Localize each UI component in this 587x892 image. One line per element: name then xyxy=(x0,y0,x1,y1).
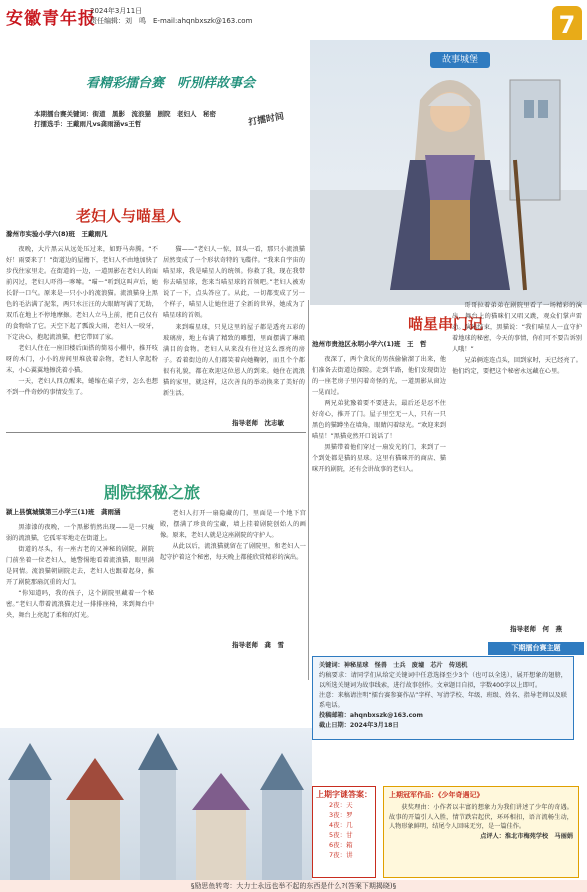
story3-byline: 颍上县慎城镇第三小学三(1)班 龚雨涵 xyxy=(6,508,121,516)
answer-item: 3夜：罗 xyxy=(329,811,353,819)
story1-signature: 指导老师 沈志敏 xyxy=(232,419,284,427)
village-svg xyxy=(0,728,312,880)
masthead-logo: 安徽青年报 xyxy=(6,9,96,29)
page-number: 7 xyxy=(552,6,582,44)
cat-illustration xyxy=(232,290,302,320)
recommend-box xyxy=(383,786,579,878)
answer-item: 7夜：讲 xyxy=(329,851,353,859)
column-keywords xyxy=(34,109,264,129)
story3-paragraph: 从此以后，流浪猫就留在了剧院里，和老妇人一起守护着这个秘密，每天晚上都能欣赏精彩的演出。 xyxy=(160,543,306,561)
story1-continued-text: 猫——”老妇人一惊，回头一看，那只小流浪猫居然变成了一个形状奇特的飞碟伴。“我来自宇宙的喵星球，我是喵星人的统领。你救了我，现在我带你去喵星球，您来当喵星球的首领吧。”老妇人被劝说了一下，点头答应了。从此，一切都变成了另一个样子，喵星人让她住进了全新的世界，她成为了喵星球的首领。 xyxy=(163,246,305,319)
answer-item: 4夜：几 xyxy=(329,821,353,829)
story2-body-right xyxy=(452,300,582,620)
story2-paragraph: 黑猫带着他们穿过一扇发光的门，来到了一个到处都是猫的星球。这里有猫咪开的商店、猫咪开的剧院，还有会讲故事的老妇人。 xyxy=(312,444,446,473)
story2-paragraph: 夜深了，两个贪玩的男孩偷偷溜了出来，他们准备去街道边探险。走到半路，他们发现街边的一座老房子里闪着奇怪的光，一道黑影从窗边一晃而过。 xyxy=(312,356,446,396)
story3-signature: 指导老师 龚 雪 xyxy=(232,641,284,649)
masthead-info xyxy=(90,6,252,26)
theme-deadline: 截止日期：2024年3月18日 xyxy=(319,722,399,729)
theme-box xyxy=(312,656,574,740)
theme-email: 投稿邮箱：ahqnbxszk@163.com xyxy=(319,712,423,719)
recommend-body xyxy=(384,800,578,844)
keywords-line: 本期擂台赛关键词：街道 黑影 流浪猫 剧院 老妇人 秘密 xyxy=(34,110,216,118)
story2-paragraph: 兄弟俩连连点头，回到家时，天已经亮了。他们约定，要把这个秘密永远藏在心里。 xyxy=(452,357,582,375)
theme-note: 注意：来稿请注明“擂台赛参赛作品”字样、写清学校、年级、班级、姓名、指导老师以及联系电话。 xyxy=(319,692,567,709)
story2-signature: 指导老师 何 燕 xyxy=(510,625,562,633)
answers-box xyxy=(312,786,376,878)
illustration-svg xyxy=(310,40,587,305)
answers-list xyxy=(313,800,375,860)
story1-body xyxy=(6,244,158,412)
time-stamp: 打擂时间 xyxy=(247,111,285,129)
story3-paragraph: “你知道吗，我的孩子，这个剧院里藏着一个秘密。”老妇人带着流浪猫走过一排排座椅，来到舞台中央，舞台上亮起了柔和的灯光。 xyxy=(6,590,154,619)
story3-title: 剧院探秘之旅 xyxy=(104,483,201,502)
castle-label: 故事城堡 xyxy=(430,52,490,68)
masthead-date: 2024年3月11日 xyxy=(90,7,143,15)
story2-title: 喵星串门记 xyxy=(408,315,484,333)
village-illustration xyxy=(0,728,312,880)
answer-item: 5夜：甘 xyxy=(329,831,353,839)
theme-box-content xyxy=(313,657,573,735)
recommend-reason: 获奖理由：小作者以丰富的想象力为我们讲述了少年的奇遇。故事的开篇引人入胜，情节跌宕起伏，环环相扣，语言流畅生动，人物形象鲜明，结尾令人回味无穷，是一篇佳作。 xyxy=(389,804,573,830)
story1-continued2 xyxy=(163,322,305,408)
answer-item: 6夜：箱 xyxy=(329,841,353,849)
story2-paragraph: 两兄弟犹豫着要不要进去，最后还是忍不住好奇心，推开了门。屋子里空无一人，只有一只黑色的猫蹲坐在墙角，眼睛闪着绿光。“欢迎来到喵星！”黑猫竟然开口说话了！ xyxy=(312,400,446,440)
masthead-editor: 责任编辑：刘 鸣 E-mail:ahqnbxszk@163.com xyxy=(90,17,253,25)
story2-paragraph: 哥哥拉着弟弟在剧院里看了一场精彩的演出，舞台上的猫咪们又唱又跳，观众们掌声雷动。演出结束，黑猫说：“我们喵星人一直守护着地球的秘密，今天的事情，你们可不要告诉别人哦！” xyxy=(452,302,582,353)
theme-box-label: 下期擂台赛主题 xyxy=(488,642,584,655)
footer-riddle: §励思鱼转弯：大力士永远也举不起的东西是什么?(答案下期揭晓)§ xyxy=(0,880,587,892)
story1-title: 老妇人与喵星人 xyxy=(76,207,182,225)
divider xyxy=(6,432,306,433)
old-woman-illustration xyxy=(310,40,587,305)
story1-continued2-text: 来到喵星球，只见这里的屋子都是透亮五彩的玻璃房，地上布满了精致的雕塑，里面摆满了琳琅满目的食物。老妇人从来没有住过这么漂亮的房子。看着街边的人们都笑着向她鞠躬，而且个个都很有礼貌，都在欢迎这位恩人的到来。她住在流浪猫的家里，就这样，这次善良的举动换来了美好的新生活。 xyxy=(163,324,305,397)
recommend-title: 上期冠军作品：《少年奇遇记》 xyxy=(389,791,484,799)
story3-body-right xyxy=(160,508,306,638)
theme-requirements: 约稿要求：请同学们从给定关键词中任意选择至少3个（也可以全选），展开想象的翅膀，以所选关键词为故事线索，进行故事创作。文章题目自拟，字数400字以上即可。 xyxy=(319,672,567,689)
story3-paragraph: 街道的尽头，有一座古老的又神秘的剧院，剧院门前坐着一位老妇人，她警惕地看着流浪猫，眼里满是同情。流浪猫朝剧院走去，老妇人也跟着起身，推开了剧院那扇沉重的大门。 xyxy=(6,546,154,586)
answer-item: 2夜：天 xyxy=(329,801,353,809)
story1-paragraph: 夜晚，大片黑云从远处压过来，如野马奔腾。“不好！雨要来了！”街道边的屋檐下，老妇人不由地加快了步伐往家里走。在街道的一边，一道黑影在老妇人的面前闪过，老妇人吓得一哆嗦。“喵～”听到这叫声后，她长舒一口气。原来是一只小小的流浪猫。流浪猫身上黑色的毛沾满了泥浆，两只水汪汪的大眼睛写满了无助，双爪在地上不停地摩擦。老妇人立马上前，把自己仅有的食物给了它。天空下起了瓢泼大雨，老妇人一咬牙，下定决心，抱起流浪猫，把它带回了家。 xyxy=(6,246,158,341)
recommend-comment: 点评人：淮北市梅苑学校 马丽娟 xyxy=(480,832,573,840)
story3-body-left xyxy=(6,522,154,647)
theme-keywords: 关键词：神秘星球 怪兽 士兵 废墟 芯片 传送机 xyxy=(319,662,468,669)
story2-body-left xyxy=(312,354,446,624)
story2-byline: 池州市贵池区永明小学六(1)班 王 哲 xyxy=(312,340,427,348)
answers-title: 上期字谜答案： xyxy=(316,790,372,799)
story1-paragraph: 一天，老妇人四点醒来，蜷缩在桌子旁，怎么也想不到一件奇妙的事情发生了。 xyxy=(6,378,158,396)
column-title: 看精彩擂台赛 听別样故事会 xyxy=(86,76,256,91)
story1-paragraph: 老妇人住在一座旧楼后面搭的简易小棚中，推开吱呀的木门，小小的房间里堆放着杂物，老妇人拿起粉末，小心翼翼地擦洗着小猫。 xyxy=(6,345,158,374)
column-divider xyxy=(308,300,309,680)
story1-byline: 滁州市实验小学六(8)班 王戴雨凡 xyxy=(6,230,108,238)
story3-paragraph: 老妇人打开一扇隐藏的门，里面是一个地下宫殿，摆满了珍贵的宝藏，墙上挂着剧院创始人的画像。原来，老妇人就是这座剧院的守护人。 xyxy=(160,510,306,539)
story3-paragraph: 黑漆漆的夜晚，一个黑影悄然出现——是一只瘦弱的流浪猫，它孤零零地走在街道上。 xyxy=(6,524,154,542)
contestants-line: 打擂选手：王戴雨凡vs龚雨涵vs王哲 xyxy=(34,120,142,128)
